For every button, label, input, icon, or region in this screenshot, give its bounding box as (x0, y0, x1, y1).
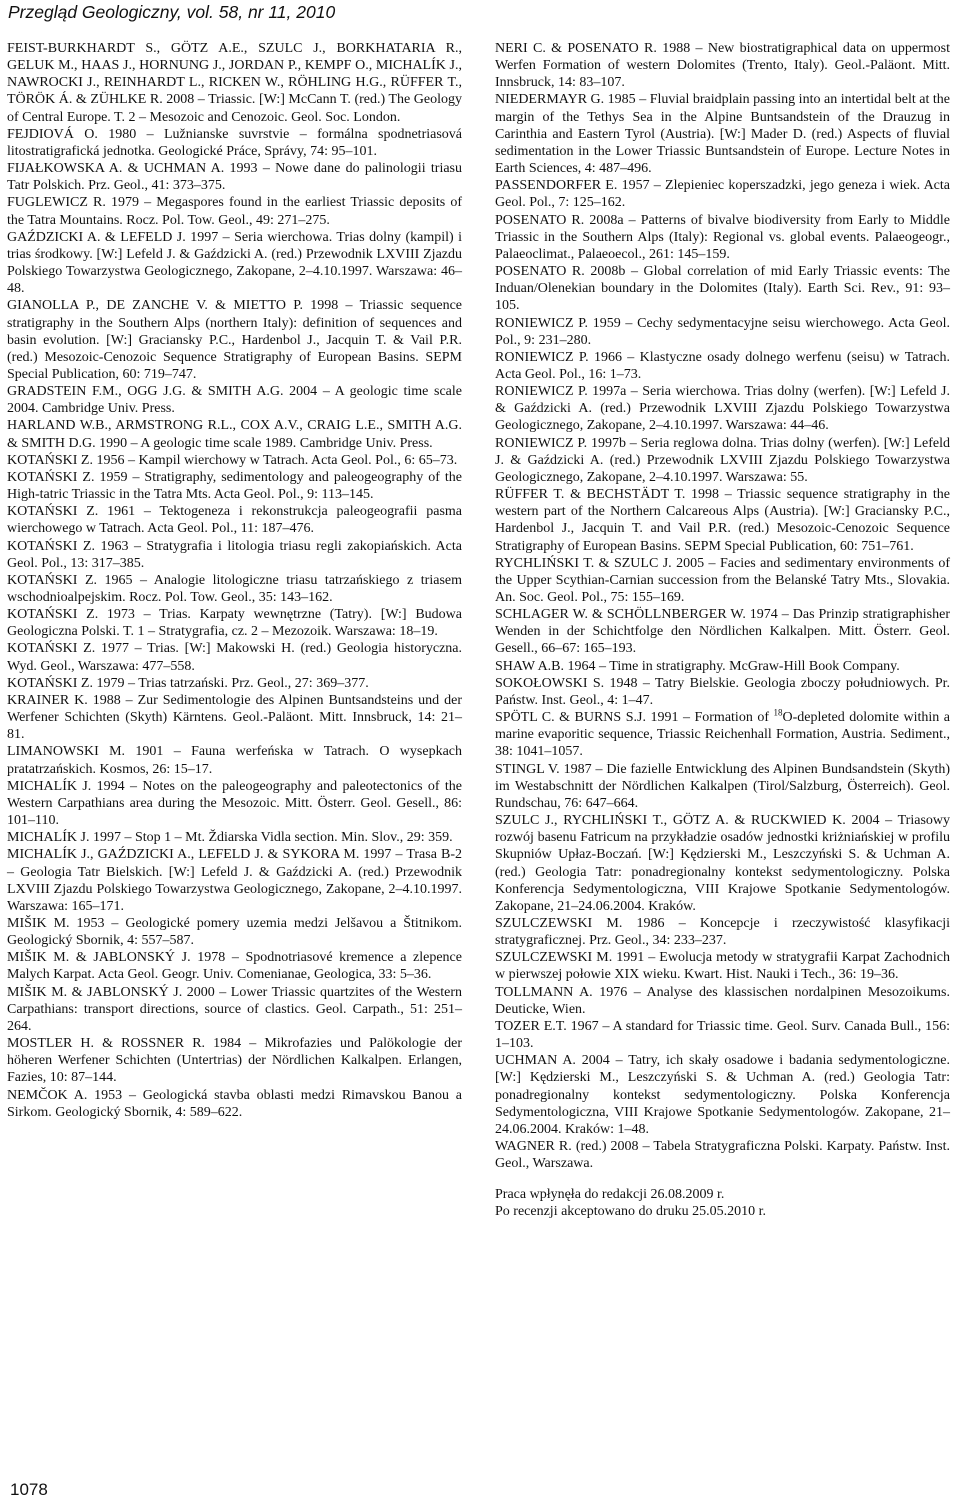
reference-entry: POSENATO R. 2008a – Patterns of bivalve biodiversity from Early to Middle Triassic in the Southern Alps (Italy): Regional vs. global events. Palaeogeogr., Palaeoclimat., Palaeoecol., 261: 145–159. (495, 212, 950, 262)
journal-header: Przegląd Geologiczny, vol. 58, nr 11, 2010 (8, 2, 336, 22)
reference-entry: MICHALÍK J. 1997 – Stop 1 – Mt. Ždiarska Vidla section. Min. Slov., 29: 359. (7, 830, 453, 846)
references-right-column (495, 40, 950, 1221)
reference-entry: KOTAŃSKI Z. 1961 – Tektogeneza i rekonstrukcja paleogeografii pasma wierchowego w Tatrach. Acta Geol. Pol., 11: 187–476. (7, 504, 462, 537)
reference-entry: RONIEWICZ P. 1997a – Seria wierchowa. Trias dolny (werfen). [W:] Lefeld J. & Gaździcki A. (red.) Przewodnik LXVIII Zjazdu Polskiego Towarzystwa Geologicznego, Zakopane, 2–4.10.1997. Warszawa: 44–46. (495, 384, 950, 434)
reference-entry: FEJDIOVÁ O. 1980 – Lužnianske suvrstvie – formálna spodnetriasová litostratigrafická jednotka. Geologické Práce, Správy, 74: 95–101. (7, 126, 462, 159)
reference-entry: SZULC J., RYCHLIŃSKI T., GÖTZ A. & RUCKWIED K. 2004 – Triasowy rozwój basenu Fatricum na przykładzie osadów jednostki kriżniańskiej w profilu Skupniów Upłaz-Boczań. [W:] Kędzierski M., Leszczyński S. & Uchman A. (red.) Geologia Tatr: ponadregionalny kontekst sedymentologiczny. Polska Konferencja Sedymentologiczna, VIII Krajowe Spotkanie Sedymentologów. Zakopane, 21–24.06.2004. Kraków. (495, 813, 950, 914)
reference-entry: POSENATO R. 2008b – Global correlation of mid Early Triassic events: The Induan/Olenekian boundary in the Dolomites (Italy). Earth Sci. Rev., 91: 93–105. (495, 264, 950, 314)
reference-entry: KOTAŃSKI Z. 1979 – Trias tatrzański. Prz. Geol., 27: 369–377. (7, 675, 369, 691)
reference-entry: HARLAND W.B., ARMSTRONG R.L., COX A.V., CRAIG L.E., SMITH A.G. & SMITH D.G. 1990 – A geologic time scale 1989. Cambridge Univ. Press. (7, 418, 462, 451)
reference-entry: RÜFFER T. & BECHSTÄDT T. 1998 – Triassic sequence stratigraphy in the western part of the Northern Calcareous Alps (Austria). [W:] Graciansky P.C., Hardenbol J., Jacquin T. and Vail P.R. (red.) Mesozoic-Cenozoic Sequence Stratigraphy of European Basins. SEPM Special Publication, 60: 751–761. (495, 487, 950, 554)
reference-entry: SZULCZEWSKI M. 1991 – Ewolucja metody w stratygrafii Karpat Zachodnich w pierwszej połowie XIX wieku. Kwart. Hist. Nauki i Tech., 36: 19–36. (495, 950, 950, 983)
isotope-superscript: 18 (773, 707, 783, 718)
reference-entry: RONIEWICZ P. 1959 – Cechy sedymentacyjne seisu wierchowego. Acta Geol. Pol., 9: 231–280. (495, 315, 950, 348)
reference-entry: MICHALÍK J. 1994 – Notes on the paleogeography and paleotectonics of the Western Carpathians area during the Mesozoic. Mitt. Österr. Geol. Gesell., 86: 101–110. (7, 778, 462, 829)
reference-entry: NEMČOK A. 1953 – Geologická stavba oblasti medzi Rimavskou Banou a Sirkom. Geologický Sbornik, 4: 589–622. (7, 1087, 462, 1120)
reference-entry: SCHLAGER W. & SCHÖLLNBERGER W. 1974 – Das Prinzip stratigraphisher Wenden in der Schichtfolge den Nördlichen Kalkalpen. Mitt. Österr. Geol. Gesell., 66–67: 165–193. (495, 607, 950, 657)
reference-entry: STINGL V. 1987 – Die fazielle Entwicklung des Alpinen Bundsandstein (Skyth) im Westabschnitt der Nördlichen Kalkalpen (Tirol/Salzburg, Österreich). Geol. Rundschau, 76: 647–664. (495, 761, 950, 811)
reference-entry: MIŠIK M. & JABLONSKÝ J. 1978 – Spodnotriasové kremence a zlepence Malych Karpat. Acta Geol. Geogr. Univ. Comenianae, Geologica, 33: 5–36. (7, 950, 462, 983)
reference-entry: KOTAŃSKI Z. 1963 – Stratygrafia i litologia triasu regli zakopiańskich. Acta Geol. Pol., 13: 317–385. (7, 538, 462, 571)
reference-entry: MIŠIK M. 1953 – Geologické pomery uzemia medzi Jelšavou a Štitnikom. Geologický Sbornik, 4: 557–587. (7, 915, 462, 949)
reference-text-part: SPÖTL C. & BURNS S.J. 1991 – Formation of (495, 710, 774, 726)
reference-entry: KRAINER K. 1988 – Zur Sedimentologie des Alpinen Buntsandsteins und der Werfener Schichten (Skyth) Kärntens. Geol.-Paläont. Mitt. Innsbruck, 14: 21–81. (7, 692, 462, 743)
reference-entry: NERI C. & POSENATO R. 1988 – New biostratigraphical data on uppermost Werfen Formation of western Dolomites (Trento, Italy). Geol.-Paläont. Mitt. Innsbruck, 14: 83–107. (495, 41, 950, 91)
reference-entry: FIJAŁKOWSKA A. & UCHMAN A. 1993 – Nowe dane do palinologii triasu Tatr Polskich. Prz. Geol., 41: 373–375. (7, 161, 462, 194)
reference-text-part: O-depleted dolomite within a marine evaporitic sequence, Triassic Reichenhall Formation, Austria. Sediment., 38: 1041–1057. (495, 710, 950, 760)
references-right-list (495, 40, 950, 1172)
reference-entry: KOTAŃSKI Z. 1973 – Trias. Karpaty wewnętrzne (Tatry). [W:] Budowa Geologiczna Polski. T. 1 – Stratygrafia, cz. 2 – Mezozoik. Warszawa: 18–19. (7, 607, 462, 640)
reference-entry: SHAW A.B. 1964 – Time in stratigraphy. McGraw-Hill Book Company. (495, 658, 900, 674)
reference-entry: RYCHLIŃSKI T. & SZULC J. 2005 – Facies and sedimentary environments of the Upper Scythian-Carnian succession from the Belanské Tatry Mts., Slovakia. An. Soc. Geol. Pol., 75: 155–169. (495, 555, 950, 605)
reference-entry: KOTAŃSKI Z. 1959 – Stratigraphy, sedimentology and paleogeography of the High-tatric Triassic in the Tatra Mts. Acta Geol. Pol., 9: 113–145. (7, 469, 462, 503)
reference-entry: GRADSTEIN F.M., OGG J.G. & SMITH A.G. 2004 – A geologic time scale 2004. Cambridge Univ. Press. (7, 384, 462, 417)
reference-entry: KOTAŃSKI Z. 1956 – Kampil wierchowy w Tatrach. Acta Geol. Pol., 6: 65–73. (7, 452, 458, 468)
reference-entry: PASSENDORFER E. 1957 – Zlepieniec koperszadzki, jego geneza i wiek. Acta Geol. Pol., 7: 125–162. (495, 178, 950, 211)
reference-entry: FEIST-BURKHARDT S., GÖTZ A.E., SZULC J., BORKHATARIA R., GELUK M., HAAS J., HORNUNG J., JORDAN P., KEMPF O., MICHALÍK J., NAWROCKI J., REINHARDT L., RICKEN W., RÖHLING H.G., RÜFFER T., TÖRÖK Á. & ZÜHLKE R. 2008 – Triassic. [W:] McCann T. (red.) The Geology of Central Europe. T. 2 – Mesozoic and Cenozoic. Geol. Soc. London. (7, 41, 462, 125)
reference-entry (495, 709, 950, 760)
reference-entry: KOTAŃSKI Z. 1977 – Trias. [W:] Makowski H. (red.) Geologia historyczna. Wyd. Geol., Warszawa: 477–558. (7, 641, 462, 674)
page-number: 1078 (10, 1480, 48, 1499)
reference-entry: MIŠIK M. & JABLONSKÝ J. 2000 – Lower Triassic quartzites of the Western Carpathians: transport directions, source of clastics. Geol. Carpath., 51: 251–264. (7, 984, 462, 1034)
reference-entry: NIEDERMAYR G. 1985 – Fluvial braidplain passing into an intertidal belt at the margin of the Tethys Sea in the Alpine Buntsandstein of the Drauzug in Carinthia and Eastern Tyrol (Austria). [W:] Mader D. (red.) Aspects of fluvial sedimentation in the Lower Triassic Buntsandstein of Europe. Lecture Notes in Earth Sciences, 4: 487–496. (495, 92, 950, 177)
reference-entry: KOTAŃSKI Z. 1965 – Analogie litologiczne triasu tatrzańskiego z triasem wschodnioalpejskim. Rocz. Pol. Tow. Geol., 35: 143–162. (7, 572, 462, 605)
reference-entry: GAŹDZICKI A. & LEFELD J. 1997 – Seria wierchowa. Trias dolny (kampil) i trias środkowy. [W:] Lefeld J. & Gaździcki A. (red.) Przewodnik LXVIII Zjazdu Polskiego Towarzystwa Geologicznego, Zakopane, 2–4.10.1997. Warszawa: 46–48. (7, 229, 462, 297)
reference-entry: GIANOLLA P., DE ZANCHE V. & MIETTO P. 1998 – Triassic sequence stratigraphy in the Southern Alps (northern Italy): definition of sequences and basin evolution. [W:] Graciansky P.C., Hardenbol J., Jacquin T. & Vail P.R. (red.) Mesozoic-Cenozoic Sequence Stratigraphy of European Basins. SEPM Special Publication, 60: 719–747. (7, 298, 462, 382)
received-date: Praca wpłynęła do redakcji 26.08.2009 r. (495, 1187, 725, 1203)
submission-dates (495, 1186, 950, 1220)
accepted-date: Po recenzji akceptowano do druku 25.05.2010 r. (495, 1204, 766, 1220)
reference-entry: SZULCZEWSKI M. 1986 – Koncepcje i rzeczywistość klasyfikacji stratygraficznej. Prz. Geol., 34: 233–237. (495, 915, 950, 949)
reference-entry: FUGLEWICZ R. 1979 – Megaspores found in the earliest Triassic deposits of the Tatra Mountains. Rocz. Pol. Tow. Geol., 49: 271–275. (7, 195, 462, 228)
reference-entry: RONIEWICZ P. 1966 – Klastyczne osady dolnego werfenu (seisu) w Tatrach. Acta Geol. Pol., 16: 1–73. (495, 349, 950, 382)
reference-entry: TOZER E.T. 1967 – A standard for Triassic time. Geol. Surv. Canada Bull., 156: 1–103. (495, 1018, 950, 1052)
references-left-column (7, 40, 462, 1121)
reference-entry: MOSTLER H. & ROSSNER R. 1984 – Mikrofazies und Palökologie der höheren Werfener Schichten (Untertrias) der Nördlichen Kalkalpen. Erlangen, Fazies, 10: 87–144. (7, 1036, 462, 1086)
reference-entry: SOKOŁOWSKI S. 1948 – Tatry Bielskie. Geologia zboczy południowych. Pr. Państw. Inst. Geol., 4: 1–47. (495, 675, 950, 708)
reference-entry: WAGNER R. (red.) 2008 – Tabela Stratygraficzna Polski. Karpaty. Państw. Inst. Geol., Warszawa. (495, 1139, 950, 1172)
reference-entry: LIMANOWSKI M. 1901 – Fauna werfeńska w Tatrach. O wysepkach pratatrzańskich. Kosmos, 26: 15–17. (7, 744, 462, 777)
reference-entry: UCHMAN A. 2004 – Tatry, ich skały osadowe i badania sedymentologiczne. [W:] Kędzierski M., Leszczyński S. & Uchman A. (red.) Geologia Tatr: ponadregionalny kontekst sedymentologiczny. Polska Konferencja Sedymentologiczna, VIII Krajowe Spotkanie Sedymentologów. Zakopane, 21–24.06.2004. Kraków: 1–48. (495, 1053, 950, 1137)
reference-entry: TOLLMANN A. 1976 – Analyse des klassischen nordalpinen Mesozoikums. Deuticke, Wien. (495, 984, 950, 1017)
reference-entry: RONIEWICZ P. 1997b – Seria reglowa dolna. Trias dolny (werfen). [W:] Lefeld J. & Gaździcki A. (red.) Przewodnik LXVIII Zjazdu Polskiego Towarzystwa Geologicznego, Zakopane, 2–4.10.1997. Warszawa: 55. (495, 435, 950, 485)
reference-entry: MICHALÍK J., GAŹDZICKI A., LEFELD J. & SYKORA M. 1997 – Trasa B-2 – Geologia Tatr Bielskich. [W:] Lefeld J. & Gaździcki A. (red.) Przewodnik LXVIII Zjazdu Polskiego Towarzystwa Geologicznego, Zakopane, 2–4.10.1997. Warszawa: 165–171. (7, 847, 462, 914)
